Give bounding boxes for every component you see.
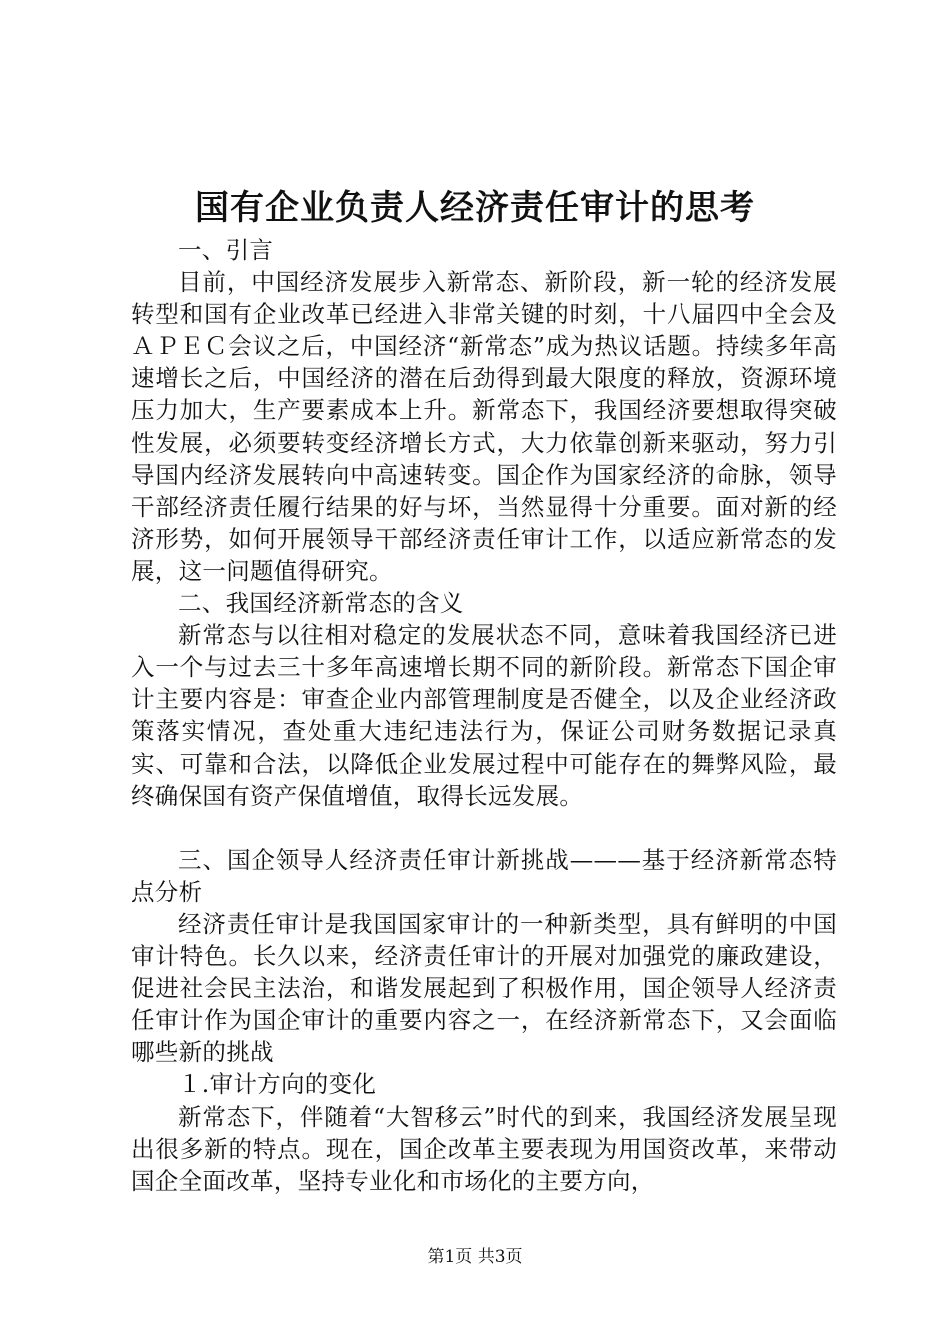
document-title: 国有企业负责人经济责任审计的思考 [195, 188, 755, 228]
section-heading-new-normal: 二、我国经济新常态的含义 [178, 589, 464, 618]
paragraph-new-normal: 新常态与以往相对稳定的发展状态不同，意味着我国经济已进入一个与过去三十多年高速增长期不同的新阶段。新常态下国企审计主要内容是：审查企业内部管理制度是否健全，以及企业经济政策落实情况，查处重大违纪违法行为，保证公司财务数据记录真实、可靠和合法，以降低企业发展过程中可能存在的舞弊风险，最终确保国有资产保值增值，取得长远发展。 [131, 621, 837, 810]
section-heading-challenges: 三、国企领导人经济责任审计新挑战———基于经济新常态特点分析 [131, 845, 837, 906]
subsection-heading-audit-direction: １.审计方向的变化 [178, 1070, 377, 1099]
paragraph-audit-direction: 新常态下，伴随着“大智移云”时代的到来，我国经济发展呈现出很多新的特点。现在，国企改革主要表现为用国资改革，来带动国企全面改革，坚持专业化和市场化的主要方向， [131, 1102, 837, 1195]
page-number-footer: 第1页 共3页 [427, 1247, 523, 1267]
paragraph-intro: 目前，中国经济发展步入新常态、新阶段，新一轮的经济发展转型和国有企业改革已经进入非常关键的时刻，十八届四中全会及ＡＰＥＣ会议之后，中国经济“新常态”成为热议话题。持续多年高速增长之后，中国经济的潜在后劲得到最大限度的释放，资源环境压力加大，生产要素成本上升。新常态下，我国经济要想取得突破性发展，必须要转变经济增长方式，大力依靠创新来驱动，努力引导国内经济发展转向中高速转变。国企作为国家经济的命脉，领导干部经济责任履行结果的好与坏，当然显得十分重要。面对新的经济形势，如何开展领导干部经济责任审计工作，以适应新常态的发展，这一问题值得研究。 [131, 268, 837, 585]
paragraph-spacer [131, 812, 837, 844]
document-body [131, 234, 837, 1197]
paragraph-challenges: 经济责任审计是我国国家审计的一种新类型，具有鲜明的中国审计特色。长久以来，经济责任审计的开展对加强党的廉政建设，促进社会民主法治，和谐发展起到了积极作用，国企领导人经济责任审计作为国企审计的重要内容之一，在经济新常态下，又会面临哪些新的挑战 [131, 909, 837, 1067]
section-heading-intro: 一、引言 [178, 236, 274, 264]
